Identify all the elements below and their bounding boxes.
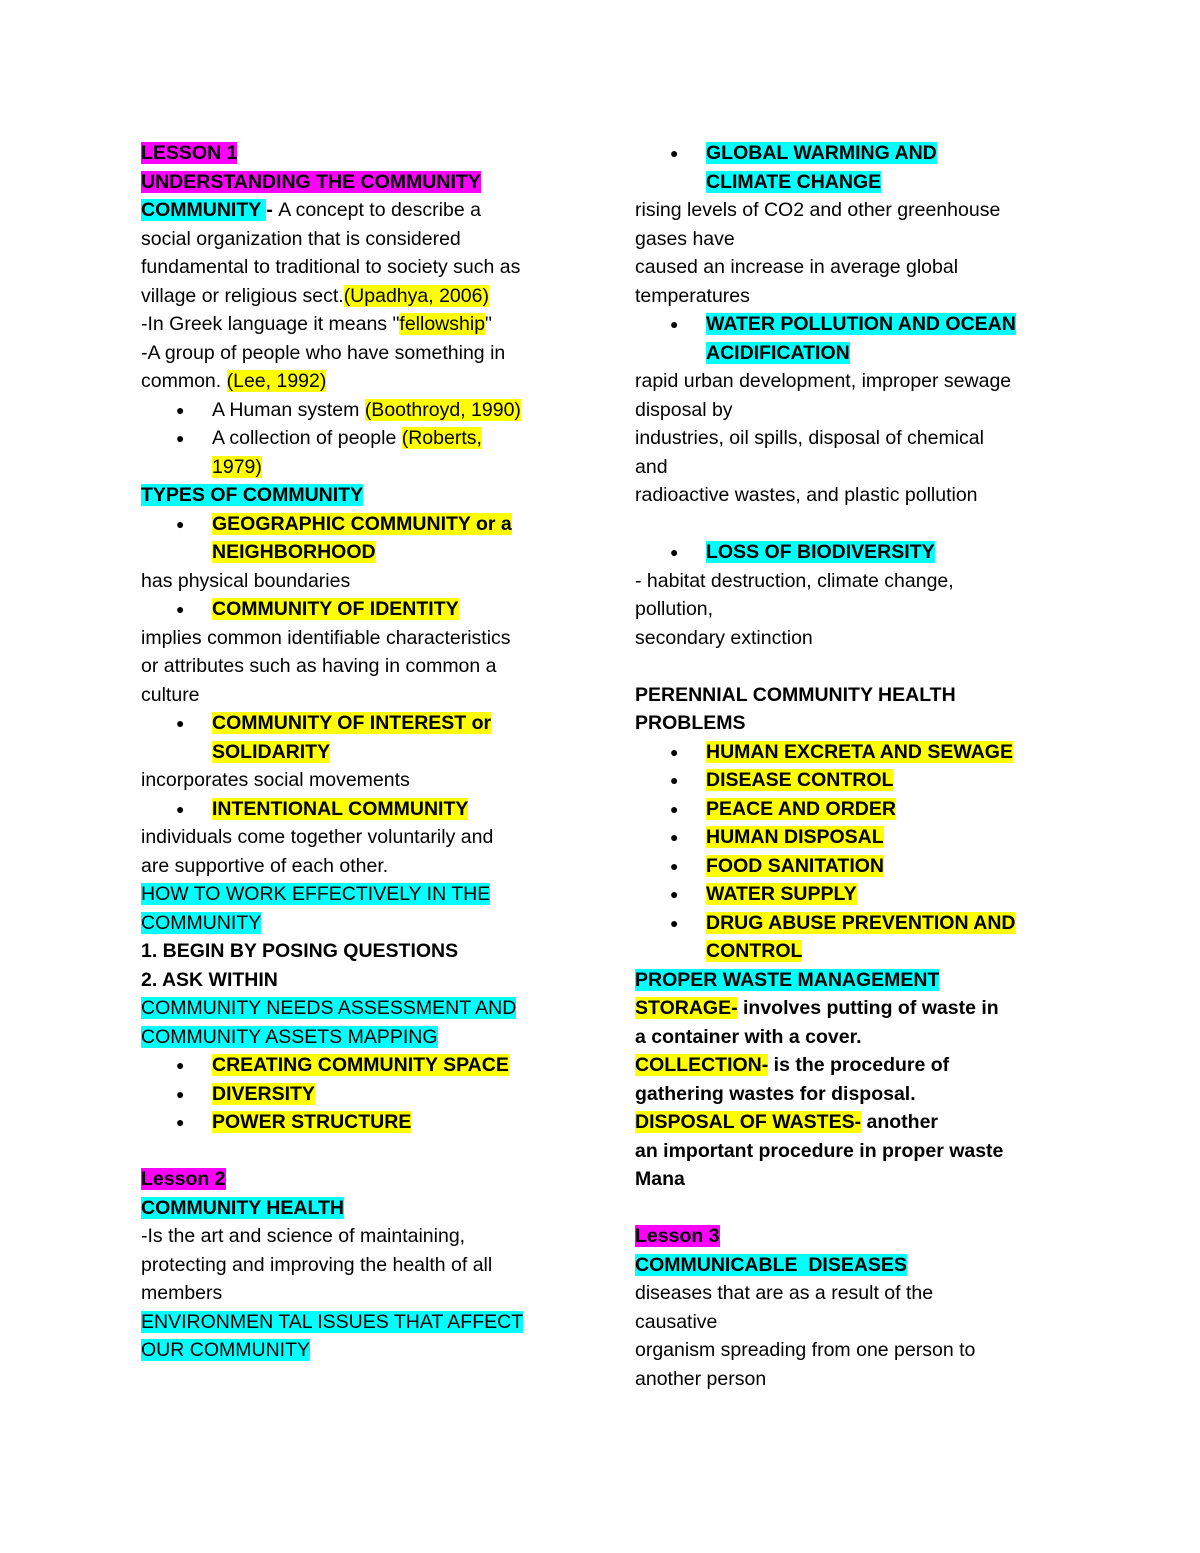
lesson-3-title: COMMUNICABLE DISEASES	[635, 1253, 907, 1276]
disposal-term: DISPOSAL OF WASTES-	[635, 1111, 862, 1133]
bullet-icon: ●	[176, 430, 185, 446]
lesson-1-label: LESSON 1	[141, 142, 238, 164]
step-2: 2. ASK WITHIN	[141, 968, 278, 991]
citation: (Roberts,	[401, 427, 482, 449]
bullet-icon: ●	[176, 800, 185, 817]
bullet-icon: ●	[670, 772, 679, 788]
bullet-icon: ●	[176, 601, 185, 617]
list-item: ● DRUG ABUSE PREVENTION AND	[635, 909, 1075, 938]
citation: (Upadhya, 2006)	[343, 284, 489, 307]
types-heading: TYPES OF COMMUNITY	[141, 484, 364, 506]
list-item: ● LOSS OF BIODIVERSITY	[635, 538, 1075, 567]
list-item: ● HUMAN DISPOSAL	[635, 823, 1075, 852]
list-item: ● FOOD SANITATION	[635, 852, 1075, 881]
list-item: ● CREATING COMMUNITY SPACE	[141, 1051, 581, 1080]
bullet-icon: ●	[670, 743, 679, 760]
howto-heading: HOW TO WORK EFFECTIVELY IN THE	[141, 883, 491, 905]
bullet-icon: ●	[176, 401, 185, 418]
bullet-icon: ●	[670, 544, 679, 560]
lesson-1-title: UNDERSTANDING THE COMMUNITY	[141, 170, 481, 193]
list-item: ● DISEASE CONTROL	[635, 766, 1075, 795]
needs-heading: COMMUNITY NEEDS ASSESSMENT AND	[141, 997, 517, 1019]
community-term: COMMUNITY	[141, 199, 267, 221]
list-item: ● HUMAN EXCRETA AND SEWAGE	[635, 738, 1075, 767]
citation: (Lee, 1992)	[226, 370, 327, 392]
bullet-icon: ●	[176, 1085, 185, 1102]
list-item: ● COMMUNITY OF IDENTITY	[141, 595, 581, 624]
bullet-icon: ●	[670, 145, 679, 161]
lesson-2-title: COMMUNITY HEALTH	[141, 1196, 344, 1219]
citation: (Boothroyd, 1990)	[364, 398, 521, 421]
waste-heading: PROPER WASTE MANAGEMENT	[635, 968, 940, 991]
bullet-icon: ●	[670, 829, 679, 845]
list-item: ● DIVERSITY	[141, 1080, 581, 1109]
greek-meaning: -In Greek language it means "fellowship"	[141, 313, 492, 335]
bullet-icon: ●	[670, 857, 679, 874]
fellowship-word: fellowship	[399, 313, 486, 335]
storage-term: STORAGE-	[635, 997, 738, 1019]
step-1: 1. BEGIN BY POSING QUESTIONS	[141, 940, 459, 962]
bullet-icon: ●	[176, 1114, 185, 1130]
bullet-icon: ●	[176, 715, 185, 731]
perennial-heading: PERENNIAL COMMUNITY HEALTH	[635, 683, 956, 706]
lesson-2-label: Lesson 2	[141, 1168, 226, 1190]
bullet-icon: ●	[670, 914, 679, 931]
environment-heading: ENVIRONMEN TAL ISSUES THAT AFFECT	[141, 1310, 524, 1333]
bullet-icon: ●	[670, 800, 679, 817]
list-item: ● INTENTIONAL COMMUNITY	[141, 795, 581, 824]
bullet-icon: ●	[176, 1057, 185, 1073]
community-definition: COMMUNITY - A concept to describe a	[141, 199, 481, 221]
list-item: ● GLOBAL WARMING AND	[635, 139, 1075, 168]
lesson-3-label: Lesson 3	[635, 1225, 720, 1247]
list-item: ● WATER POLLUTION AND OCEAN	[635, 310, 1075, 339]
bullet-icon: ●	[670, 316, 679, 332]
list-item: ● POWER STRUCTURE	[141, 1108, 581, 1137]
list-item: ● GEOGRAPHIC COMMUNITY or a	[141, 510, 581, 539]
list-item: ● COMMUNITY OF INTEREST or	[141, 709, 581, 738]
bullet-icon: ●	[670, 886, 679, 902]
list-item: ● WATER SUPPLY	[635, 880, 1075, 909]
right-column: ● GLOBAL WARMING AND CLIMATE CHANGE rising levels of CO2 and other greenhouse gases have caused an increase in average global temperatures ● WATER POLLUTION AND OCEAN ACIDIFICATION rapid urban development, improper sewage disposal by industries, oil spills, disposal of chemical and radioactive wastes, and plastic pollution ● LOSS OF BIODIVERSITY - habitat destruction, climate change, pollution, secondary extinction PERENNIAL COMMUNITY HEALTH PROBLEMS ● HUMAN EXCRETA AND SEWAGE ● DISEASE CONTROL ● PEACE AND ORDER ● HUMAN DISPOSAL ● FOOD SANITATION ● WATER SUPPLY ● DRUG ABUSE PREVENTION AND CONTROL PROPER WASTE MANAGEMENT STORAGE- involves putting of waste in a container with a cover. COLLECTION- is the procedure of gathering wastes for disposal. DISPOSAL OF WASTES- another an important procedure in proper waste Mana Lesson 3 COMMUNICABLE DISEASES diseases that are as a result of the causative organism spreading from one person to another person	[635, 139, 1075, 1393]
list-item: ● A Human system (Boothroyd, 1990)	[141, 396, 581, 425]
bullet-icon: ●	[176, 515, 185, 532]
collection-term: COLLECTION-	[635, 1054, 769, 1076]
list-item: ● PEACE AND ORDER	[635, 795, 1075, 824]
left-column: LESSON 1 UNDERSTANDING THE COMMUNITY COMMUNITY - A concept to describe a social organization that is considered fundamental to traditional to society such as village or religious sect.(Upadhya, 2006) -In Greek language it means "fellowship" -A group of people who have something in common. (Lee, 1992) ● A Human system (Boothroyd, 1990) ● A collection of people (Roberts, 1979) TYPES OF COMMUNITY ● GEOGRAPHIC COMMUNITY or a NEIGHBORHOOD has physical boundaries ● COMMUNITY OF IDENTITY implies common identifiable characteristics or attributes such as having in common a culture ● COMMUNITY OF INTEREST or SOLIDARITY incorporates social movements ● INTENTIONAL COMMUNITY individuals come together voluntarily and are supportive of each other. HOW TO WORK EFFECTIVELY IN THE COMMUNITY 1. BEGIN BY POSING QUESTIONS 2. ASK WITHIN COMMUNITY NEEDS ASSESSMENT AND COMMUNITY ASSETS MAPPING ● CREATING COMMUNITY SPACE ● DIVERSITY ● POWER STRUCTURE Lesson 2 COMMUNITY HEALTH -Is the art and science of maintaining, protecting and improving the health of all members ENVIRONMEN TAL ISSUES THAT AFFECT OUR COMMUNITY	[141, 139, 581, 1365]
list-item: ● A collection of people (Roberts,	[141, 424, 581, 453]
